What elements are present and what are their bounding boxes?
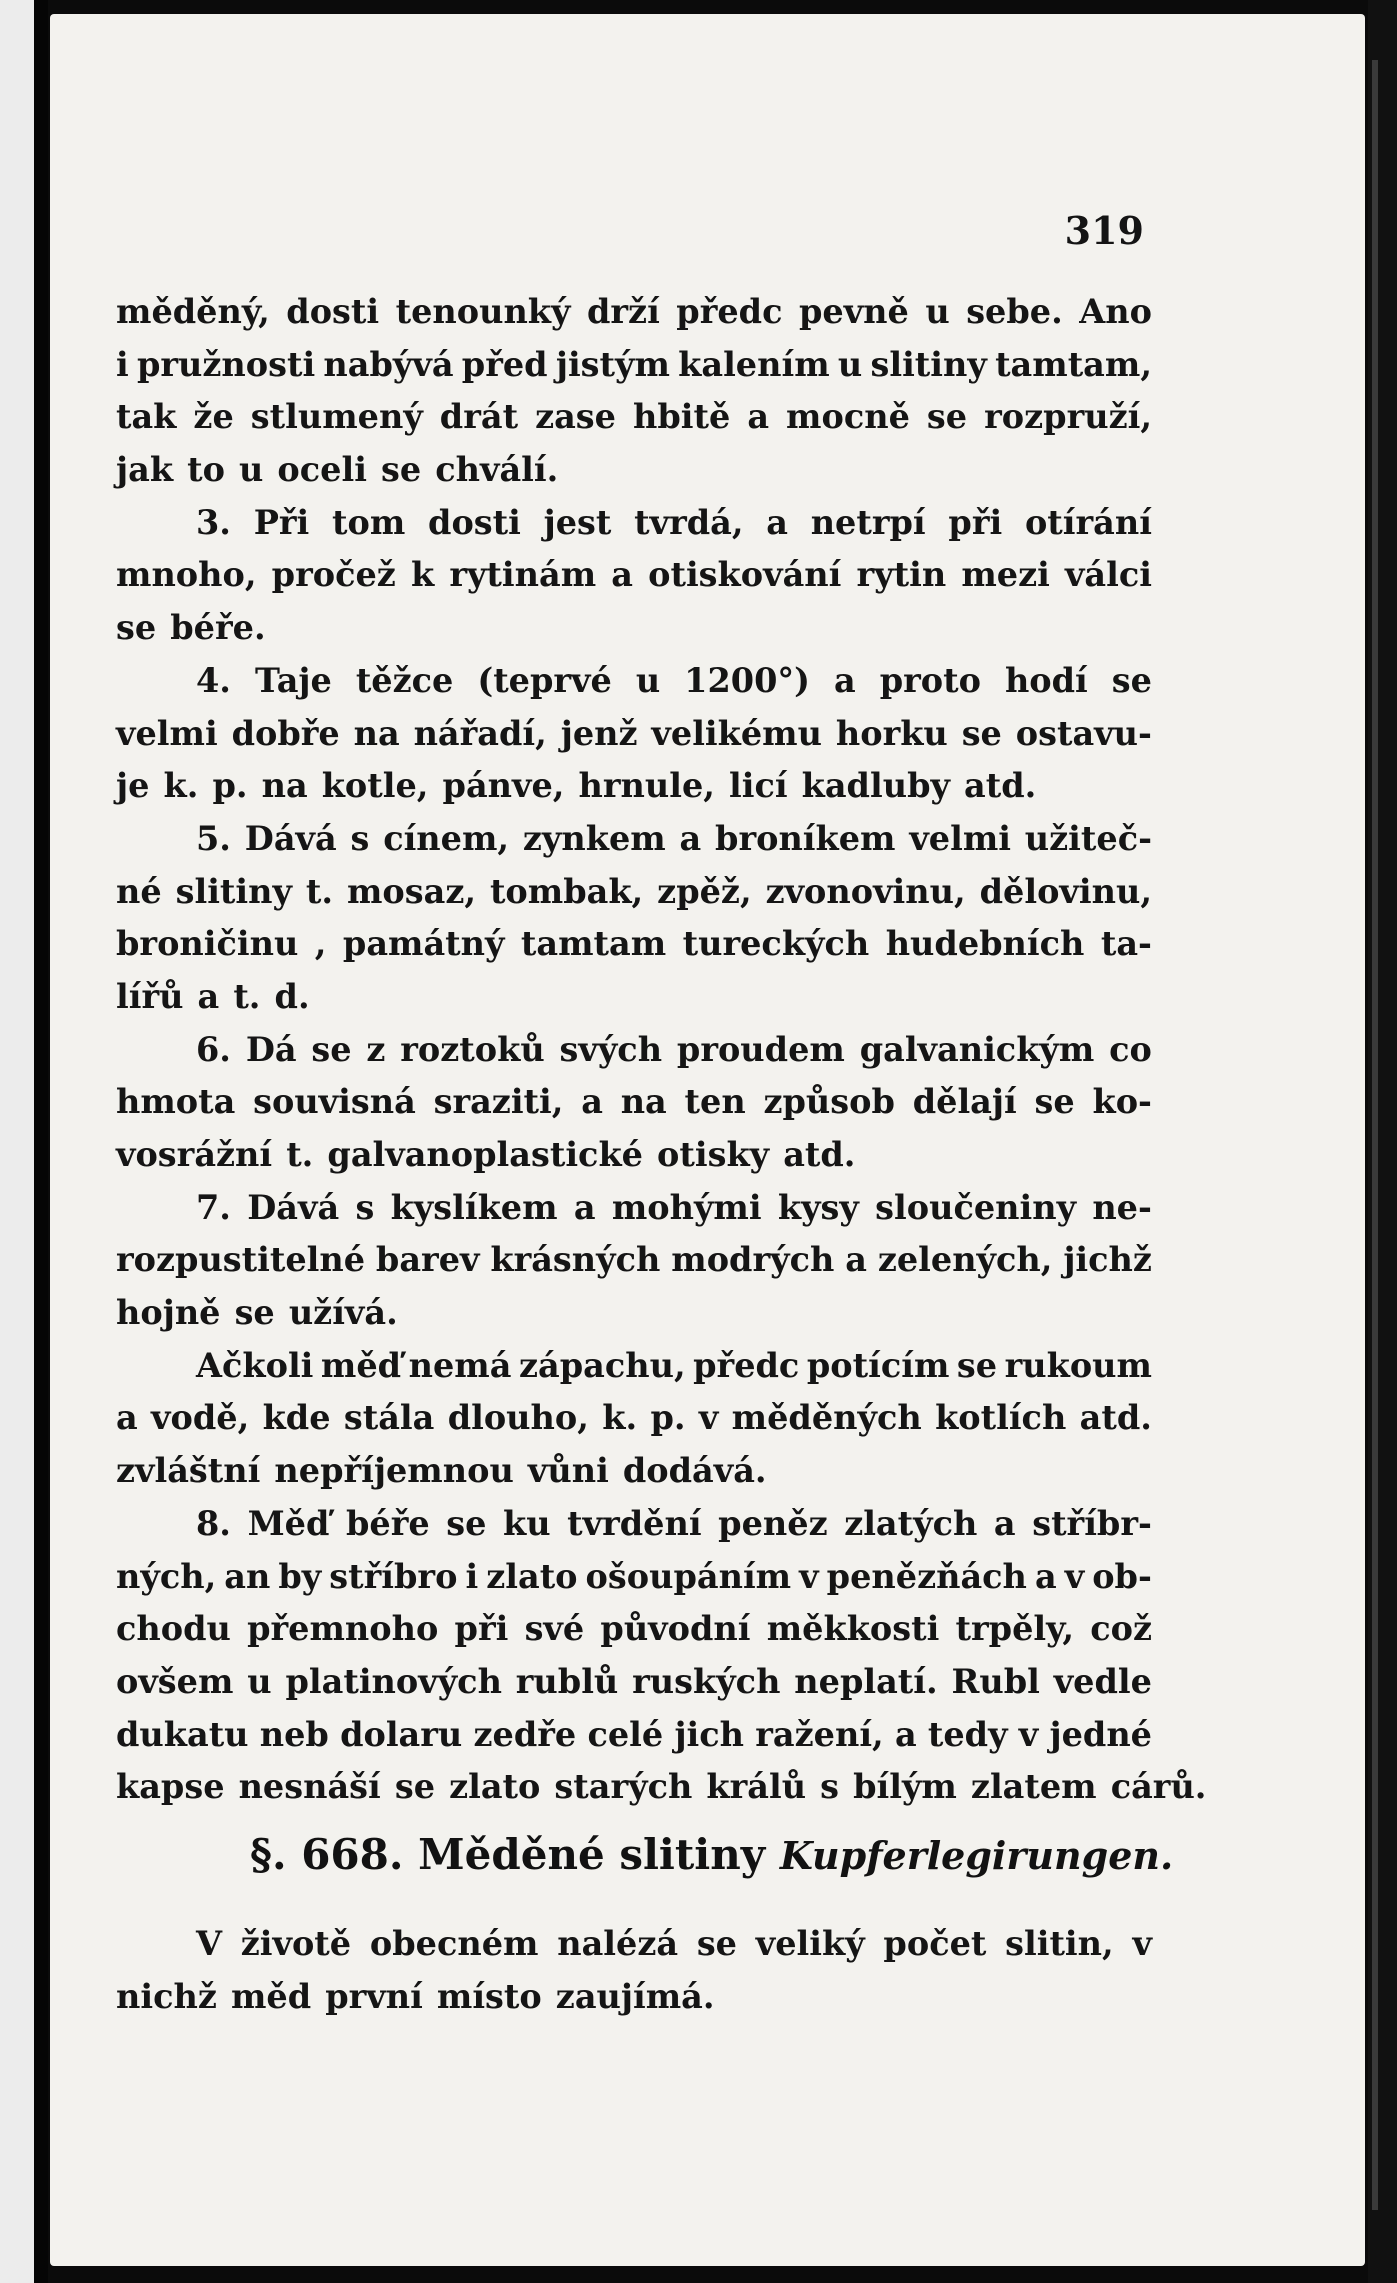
body-line — [116, 1761, 1207, 1814]
word: se — [381, 450, 422, 490]
word: chválí. — [435, 450, 559, 490]
word: béře. — [170, 608, 266, 648]
word: u — [635, 660, 661, 700]
word: ruských — [632, 1661, 781, 1701]
word: roztoků — [400, 1029, 545, 1069]
word: mnoho, — [116, 555, 257, 595]
word: první — [325, 1976, 423, 2016]
word: zlatem — [970, 1767, 1097, 1807]
word: se — [394, 1767, 436, 1807]
word: (teprvé — [477, 660, 612, 700]
word: ta- — [1100, 924, 1152, 964]
word: a — [116, 1398, 138, 1438]
word: obecném — [369, 1924, 539, 1963]
word: památný — [342, 924, 505, 964]
word: ostavu- — [1015, 713, 1152, 753]
word: p. — [212, 766, 248, 806]
body-line — [116, 1129, 1152, 1182]
word: užívá. — [288, 1293, 398, 1333]
binding-shadow — [34, 0, 48, 2283]
word: co — [1109, 1029, 1152, 1069]
word: hodí — [1004, 660, 1088, 700]
word: jistým — [555, 344, 670, 384]
word: Při — [253, 502, 310, 542]
word: měkkosti — [766, 1609, 940, 1649]
word: drží — [586, 292, 660, 331]
word: zvonovinu, — [765, 871, 966, 911]
word: a — [834, 660, 856, 700]
word: Ano — [1079, 292, 1152, 331]
body-line — [116, 1656, 1152, 1709]
word: potícím — [806, 1345, 950, 1385]
word: dlouho, — [447, 1398, 589, 1438]
word: měděných — [731, 1398, 922, 1438]
word: předc — [676, 292, 783, 331]
word: a — [993, 1503, 1016, 1543]
word: ných, — [116, 1556, 217, 1596]
body-line — [116, 655, 1152, 708]
word: licí — [729, 766, 788, 806]
word: v — [1132, 1924, 1152, 1963]
body-line — [116, 602, 1152, 655]
page-right-edge-strip — [1372, 60, 1378, 2210]
word: galvanoplastické — [327, 1135, 643, 1174]
word: k — [410, 555, 435, 595]
word: že — [193, 397, 234, 437]
word: pevně — [798, 292, 909, 331]
word: rozpustitelné — [116, 1240, 366, 1280]
word: zápachu, — [518, 1345, 686, 1385]
word: na — [353, 713, 400, 753]
word: jak — [116, 450, 174, 490]
word: bílým — [853, 1767, 957, 1807]
word: v — [1064, 1556, 1085, 1596]
body-line — [116, 1234, 1152, 1287]
word: nesnáší — [238, 1767, 381, 1807]
word: a — [747, 397, 770, 437]
word: se — [1034, 1082, 1075, 1122]
word: otisky — [657, 1135, 770, 1174]
word: rublů — [515, 1661, 619, 1701]
body-text — [116, 286, 1207, 1814]
word: Dává — [244, 818, 337, 858]
word: atd. — [783, 1135, 856, 1174]
word: měd — [230, 1976, 312, 2016]
word: a — [766, 502, 788, 542]
body-line — [116, 444, 1152, 497]
word: to — [187, 450, 225, 490]
word: u — [239, 450, 264, 490]
word: se — [116, 608, 157, 648]
word: u — [837, 344, 863, 384]
section-title: Měděné slitiny — [418, 1830, 766, 1879]
word: dělovinu, — [979, 871, 1152, 911]
closing-paragraph — [116, 1918, 1152, 2023]
section-heading — [250, 1822, 1174, 1888]
word: starých — [554, 1767, 693, 1807]
body-line — [116, 391, 1152, 444]
word: v — [1018, 1714, 1039, 1754]
word: z — [366, 1029, 386, 1069]
word: dělají — [912, 1082, 1017, 1122]
word: dosti — [428, 502, 521, 542]
word: zpěž, — [657, 871, 752, 911]
word: a — [611, 555, 633, 595]
body-line — [116, 339, 1152, 392]
word: mocně — [786, 397, 910, 437]
word: a — [894, 1714, 917, 1754]
word: Měď — [247, 1503, 330, 1543]
word: t. — [305, 871, 334, 911]
word: vosrážní — [116, 1135, 273, 1174]
word: lířů — [116, 976, 184, 1016]
word: velmi — [116, 713, 218, 753]
word: velmi — [909, 818, 1011, 858]
word: svých — [559, 1029, 663, 1069]
word: se — [446, 1503, 487, 1543]
word: nářadí, — [413, 713, 547, 753]
word: mosaz, — [346, 871, 477, 911]
body-line — [116, 1498, 1152, 1551]
word: neplatí. — [794, 1661, 938, 1701]
word: t. — [286, 1135, 314, 1174]
body-line — [116, 866, 1152, 919]
word: 8. — [196, 1503, 231, 1543]
word: rytin — [856, 555, 947, 595]
word: kysy — [777, 1187, 859, 1227]
body-line — [116, 813, 1152, 866]
word: barev — [375, 1240, 480, 1280]
word: vůni — [527, 1451, 609, 1491]
word: proto — [879, 660, 981, 700]
section-title-german: Kupferlegirungen. — [779, 1833, 1174, 1878]
word: se — [696, 1924, 737, 1963]
word: nabývá — [323, 344, 454, 384]
word: k. — [163, 766, 199, 806]
word: a — [679, 818, 702, 858]
word: jenž — [560, 713, 638, 753]
word: nemá — [408, 1345, 512, 1385]
word: se — [961, 713, 1002, 753]
body-line — [116, 708, 1152, 761]
word: zynkem — [522, 818, 666, 858]
word: tom — [332, 502, 406, 542]
word: pružnosti — [136, 344, 316, 384]
word: původní — [600, 1609, 751, 1649]
body-line — [116, 1340, 1152, 1393]
word: i — [116, 344, 129, 384]
word: se — [234, 1293, 275, 1333]
word: tvrdá, — [634, 502, 744, 542]
word: i — [465, 1556, 479, 1596]
word: ko- — [1092, 1082, 1152, 1122]
word: nichž — [116, 1976, 217, 2016]
word: otírání — [1024, 502, 1152, 542]
word: králů — [706, 1767, 807, 1807]
word: hrnule, — [578, 766, 715, 806]
word: životě — [240, 1924, 352, 1963]
body-line — [116, 1603, 1152, 1656]
word: sraziti, — [433, 1082, 564, 1122]
word: a — [1034, 1556, 1057, 1596]
word: neb — [259, 1714, 329, 1754]
word: zedře — [473, 1714, 577, 1754]
word: předc — [693, 1345, 800, 1385]
closing-line — [116, 1918, 1152, 1971]
body-line — [116, 1076, 1152, 1129]
word: galvanickým — [859, 1029, 1095, 1069]
word: a — [845, 1240, 867, 1280]
word: tenounký — [395, 292, 571, 331]
body-line — [116, 760, 1152, 813]
word: slitiny — [870, 344, 987, 384]
word: Dá — [245, 1029, 297, 1069]
word: proudem — [676, 1029, 845, 1069]
word: ob- — [1092, 1556, 1152, 1596]
word: se — [311, 1029, 352, 1069]
word: tamtam, — [995, 344, 1152, 384]
word: kapse — [116, 1767, 225, 1807]
word: né — [116, 871, 162, 911]
word: nalézá — [557, 1924, 679, 1963]
word: mezi — [961, 555, 1050, 595]
word: by — [278, 1556, 322, 1596]
word: je — [116, 766, 150, 806]
word: hojně — [116, 1293, 221, 1333]
word: kadluby — [801, 766, 950, 806]
word: na — [620, 1082, 667, 1122]
word: nepříjemnou — [274, 1451, 514, 1491]
word: počet — [883, 1924, 987, 1963]
page-number: 319 — [1064, 208, 1144, 253]
word: Ačkoli — [196, 1345, 314, 1385]
word: ošoupáním — [585, 1556, 792, 1596]
word: stlumený — [250, 397, 423, 437]
word: své — [524, 1609, 585, 1649]
word: hmota — [116, 1082, 236, 1122]
word: zelených, — [877, 1240, 1053, 1280]
word: dukatu — [116, 1714, 249, 1754]
word: užiteč- — [1024, 818, 1152, 858]
body-line — [116, 1392, 1152, 1445]
word: k. — [602, 1398, 638, 1438]
body-line — [116, 549, 1152, 602]
word: modrých — [671, 1240, 835, 1280]
word: kde — [262, 1398, 331, 1438]
word: se — [956, 1345, 998, 1385]
word: jest — [543, 502, 612, 542]
word: u — [247, 1661, 272, 1701]
word: horku — [835, 713, 948, 753]
word: slitiny — [175, 871, 292, 911]
word: s — [820, 1767, 839, 1807]
word: dodává. — [622, 1451, 767, 1491]
word: tedy — [927, 1714, 1008, 1754]
word: cínem, — [383, 818, 510, 858]
word: stříbr- — [1032, 1503, 1152, 1543]
word: otiskování — [648, 555, 842, 595]
word: trpěly, — [955, 1609, 1075, 1649]
word: rukoum — [1004, 1345, 1152, 1385]
closing-line — [116, 1971, 1152, 2024]
word: d. — [274, 976, 310, 1016]
word: při — [454, 1609, 509, 1649]
word: tureckých — [682, 924, 870, 964]
body-line — [116, 1445, 1152, 1498]
word: atd. — [1079, 1398, 1152, 1438]
word: v — [799, 1556, 819, 1596]
body-line — [116, 971, 1152, 1024]
word: drát — [439, 397, 519, 437]
adjacent-page-edge — [0, 0, 34, 2283]
word: penězňách — [826, 1556, 1027, 1596]
word: měď — [320, 1345, 402, 1385]
word: 4. — [196, 660, 231, 700]
word: což — [1090, 1609, 1152, 1649]
word: vodě, — [151, 1398, 250, 1438]
word: Rubl — [951, 1661, 1040, 1701]
word: dosti — [286, 292, 380, 331]
word: jichž — [1063, 1240, 1152, 1280]
word: peněz — [718, 1503, 828, 1543]
section-number: §. 668. — [250, 1830, 404, 1879]
word: atd. — [964, 766, 1037, 806]
word: netrpí — [810, 502, 926, 542]
word: platinových — [285, 1661, 502, 1701]
word: mohými — [611, 1187, 762, 1227]
word: a — [581, 1082, 603, 1122]
word: sebe. — [966, 292, 1063, 331]
word: kyslíkem — [390, 1187, 558, 1227]
word: ten — [684, 1082, 746, 1122]
word: tak — [116, 397, 177, 437]
word: kotle, — [321, 766, 429, 806]
word: a — [197, 976, 220, 1016]
word: měděný, — [116, 292, 270, 331]
body-line — [116, 1709, 1152, 1762]
word: 6. — [196, 1029, 231, 1069]
word: ku — [503, 1503, 551, 1543]
word: rytinám — [449, 555, 597, 595]
word: zlato — [486, 1556, 578, 1596]
word: broničinu — [116, 924, 299, 964]
word: sloučeniny — [875, 1187, 1077, 1227]
word: ražení, — [755, 1714, 884, 1754]
word: ne- — [1092, 1187, 1152, 1227]
word: celé — [587, 1714, 664, 1754]
word: pročež — [271, 555, 396, 595]
word: béře — [345, 1503, 430, 1543]
word: způsob — [763, 1082, 895, 1122]
word: při — [948, 502, 1003, 542]
body-line — [116, 1551, 1152, 1604]
word: tamtam — [520, 924, 667, 964]
word: 3. — [196, 502, 231, 542]
word: přemnoho — [247, 1609, 439, 1649]
word: před — [461, 344, 548, 384]
word: tombak, — [489, 871, 644, 911]
word: zlatých — [844, 1503, 978, 1543]
word: Dává — [247, 1187, 340, 1227]
word: jich — [674, 1714, 745, 1754]
word: na — [261, 766, 308, 806]
word: a — [573, 1187, 596, 1227]
body-line — [116, 286, 1152, 339]
word: vedle — [1053, 1661, 1152, 1701]
word: s — [350, 818, 370, 858]
word: zaujímá. — [555, 1976, 715, 2016]
body-line — [116, 1024, 1152, 1077]
body-line — [116, 918, 1152, 971]
word: velikému — [651, 713, 822, 753]
word: 1200°) — [684, 660, 811, 700]
word: t. — [233, 976, 261, 1016]
word: pánve, — [442, 766, 565, 806]
word: ovšem — [116, 1661, 234, 1701]
word: rozpruží, — [984, 397, 1152, 437]
word: zase — [535, 397, 616, 437]
word: an — [224, 1556, 271, 1596]
word: se — [926, 397, 968, 437]
body-line — [116, 1182, 1152, 1235]
word: dolaru — [340, 1714, 463, 1754]
word: u — [925, 292, 950, 331]
word: , — [314, 924, 327, 964]
word: tvrdění — [567, 1503, 702, 1543]
word: stála — [343, 1398, 435, 1438]
word: veliký — [755, 1924, 865, 1963]
word: krásných — [490, 1240, 661, 1280]
word: válci — [1064, 555, 1152, 595]
word: Taje — [254, 660, 332, 700]
word: kalením — [678, 344, 830, 384]
body-line — [116, 497, 1152, 550]
word: oceli — [277, 450, 367, 490]
word: jedné — [1049, 1714, 1152, 1754]
word: kotlích — [935, 1398, 1067, 1438]
word: 7. — [196, 1187, 231, 1227]
word: zvláštní — [116, 1451, 261, 1491]
word: broníkem — [715, 818, 896, 858]
body-line — [116, 1287, 1152, 1340]
word: těžce — [355, 660, 454, 700]
word: souvisná — [253, 1082, 416, 1122]
word: slitin, — [1005, 1924, 1114, 1963]
word: stříbro — [329, 1556, 458, 1596]
word: hudebních — [885, 924, 1085, 964]
word: v — [698, 1398, 719, 1438]
word: místo — [436, 1976, 542, 2016]
word: chodu — [116, 1609, 231, 1649]
word: V — [196, 1924, 222, 1963]
word: 5. — [196, 818, 231, 858]
word: hbitě — [633, 397, 731, 437]
word: cárů. — [1110, 1767, 1207, 1807]
word: se — [1111, 660, 1152, 700]
word: zlato — [449, 1767, 541, 1807]
word: dobře — [231, 713, 340, 753]
word: p. — [650, 1398, 686, 1438]
word: s — [355, 1187, 375, 1227]
